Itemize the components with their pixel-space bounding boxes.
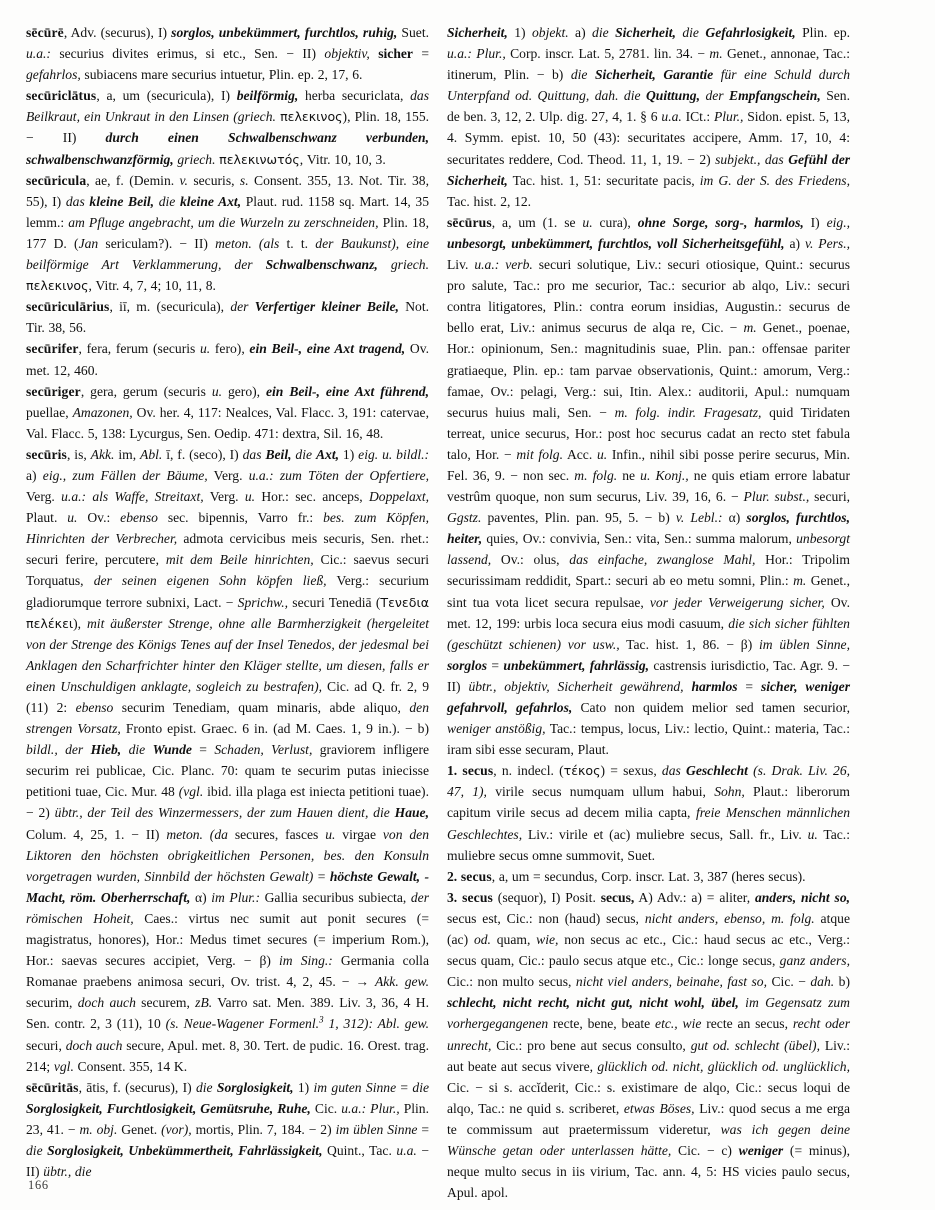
dictionary-entry: secūriger, gera, gerum (securis u. gero), ein Beil-, eine Axt führend, puellae, Amazonen, Ov. her. 4, 117: Nealces, Val. Flacc. 3, 191: catervae, Val. Flacc. 5, 138: Lycurgus, Sen. Oedip. 471: dextra, Sil. 16, 48. — [26, 383, 430, 441]
dictionary-entry: sēcūrus, a, um (1. se u. cura), ohne Sorge, sorg-, harmlos, I) eig., unbesorgt, unbekümmert, furchtlos, voll Sicherheitsgefühl, a) v. Pers., Liv. u.a.: verb. securi solutique, Liv.: securi otiosique, Quint.: securus pro salute, Tac.: pro me securior, Tac.: securior ab alqo, Liv.: securi contra litigatores, Plin.: contra eorum insidias, Augustin.: securus de bello erat, Liv.: animus securus de alqa re, Cic. − m. Genet., poenae, Hor.: opinionum, Sen.: magnitudinis suae, Plin. pan.: offensae pariter gratiaeque, Plin. ep.: tam parvae observationis, Quint.: amorum, Verg.: famae, Ov.: pelagi, Verg.: sui, Itin. Alex.: auditorii, Apul.: numquam securus huius mali, Sen. − m. folg. indir. Fragesatz, quid Tiridaten terreat, unice securus, Hor.: post hoc securus cadat an recto stet fabula talo, Hor. − mit folg. Acc. u. Infin., nihil sibi posse perire securus, Min. Fel. 36, 9. − non sec. m. folg. ne u. Konj., ne quis etiam errore labatur vestrûm quoque, non sum securus, Liv. 39, 16, 6. − Plur. subst., securi, Ggstz. paventes, Plin. pan. 95, 5. − b) v. Lebl.: α) sorglos, furchtlos, heiter, quies, Ov.: convivia, Sen.: vita, Sen.: summa malorum, unbesorgt lassend, Ov.: olus, das einfache, zwanglose Mahl, Hor.: Tripolim securissimam reddidit, Spart.: securi ab eo metu somni, Plin.: m. Genet., sint tua vota licet secura repulsae, vor jeder Verweigerung sicher, Ov. met. 12, 199: urbis loca secura eius modi casuum, die sich sicher fühlten (geschützt schienen) vor usw., Tac. hist. 1, 86. − β) im üblen Sinne, sorglos = unbekümmert, fahrlässig, castrensis iurisdictio, Tac. Agr. 9. − II) übtr., objektiv, Sicherheit gewährend, harmlos = sicher, weniger gefahrvoll, gefahrlos, Cato non quidem melior sed tamen securior, weniger anstößig, Tac.: tempus, locus, Liv.: lectio, Quint.: materia, Tac.: iram sibi esse securam, Plaut. — [447, 214, 851, 758]
dictionary-entry: secūricula, ae, f. (Demin. v. securis, s. Consent. 355, 13. Not. Tir. 38, 55), I) das kleine Beil, die kleine Axt, Plaut. rud. 1158 sq. Mart. 14, 35 lemm.: am Pfluge angebracht, um die Wurzeln zu zerschneiden, Plin. 18, 177 D. (Jan sericulam?). − II) meton. (als t. t. der Baukunst), eine beilförmige Art Verklammerung, der Schwalbenschwanz, griech. πελεκινος, Vitr. 4, 7, 4; 10, 11, 8. — [26, 172, 430, 294]
dictionary-entry: sēcūritās, ātis, f. (securus), I) die Sorglosigkeit, 1) im guten Sinne = die Sorglosigkeit, Furchtlosigkeit, Gemütsruhe, Ruhe, Cic. u.a.: Plur., Plin. 23, 41. − m. obj. Genet. (vor), mortis, Plin. 7, 184. − 2) im üblen Sinne = die Sorglosigkeit, Unbekümmertheit, Fahrlässigkeit, Quint., Tac. u.a. − II) übtr., die — [26, 1079, 430, 1180]
page-number: 166 — [28, 1178, 49, 1192]
left-column — [26, 22, 429, 1182]
dictionary-entry: 1. secus, n. indecl. (τέκος) = sexus, das Geschlecht (s. Drak. Liv. 26, 47, 1), virile secus numquam ullum habui, Sohn, Plaut.: liberorum capitum virile secus ad decem milia capta, freie Menschen männlichen Geschlechtes, Liv.: virile et (ac) muliebre secus, Sall. fr., Liv. u. Tac.: muliebre secus omne summovit, Suet. — [447, 763, 851, 863]
dictionary-entry: Sicherheit, 1) objekt. a) die Sicherheit, die Gefahrlosigkeit, Plin. ep. u.a.: Plur., Corp. inscr. Lat. 5, 2781. lin. 34. − m. Genet., annonae, Tac.: itinerum, Plin. − b) die Sicherheit, Garantie für eine Schuld durch Unterpfand od. Quittung, dah. die Quittung, der Empfangschein, Sen. de ben. 3, 12, 2. Ulp. dig. 27, 4, 1. § 6 u.a. ICt.: Plur., Sidon. epist. 5, 13, 4. Symm. epist. 10, 50 (43): securitates accipere, Amm. 17, 10, 4: securitates reddere, Cod. Theod. 11, 1, 19. − 2) subjekt., das Gefühl der Sicherheit, Tac. hist. 1, 51: securitate pacis, im G. der S. des Friedens, Tac. hist. 2, 12. — [447, 25, 851, 209]
dictionary-entry: 3. secus (sequor), I) Posit. secus, A) Adv.: a) = aliter, anders, nicht so, secus est, Cic.: non (haud) secus, nicht anders, ebenso, m. folg. atque (ac) od. quam, wie, non secus ac etc., Cic.: haud secus ac etc., Verg.: secus quam, Cic.: paulo secus atque etc., Cic.: longe secus, ganz anders, Cic.: non multo secus, nicht viel anders, beinahe, fast so, Cic. − dah. b) schlecht, nicht recht, nicht gut, nicht wohl, übel, im Gegensatz zum vorhergegangenen recte, bene, beate etc., wie recte an secus, recht oder unrecht, Cic.: pro bene aut secus consulto, gut od. schlecht (übel), Liv.: aut beate aut secus vivere, glücklich od. nicht, glücklich od. unglücklich, Cic. − si s. accĭderit, Cic.: s. existimare de alqo, Cic.: secus loqui de alqo, Tac.: ne quid s. scriberet, etwas Böses, Liv.: quod secus a me erga te commissum aut praetermissum videretur, was ich gegen deine Wünsche getan oder unterlassen hätte, Cic. − c) weniger (= minus), neque multo secus in iis virium, Tac. ann. 4, 5: HS vicies paulo secus, Apul. apol. — [447, 889, 851, 1201]
dictionary-entry: secūriclātus, a, um (securicula), I) beilförmig, herba securiclata, das Beilkraut, ein Unkraut in den Linsen (griech. πελεκινος), Plin. 18, 155. − II) durch einen Schwalbenschwanz verbunden, schwalbenschwanzförmig, griech. πελεκινωτός, Vitr. 10, 10, 3. — [26, 88, 430, 167]
dictionary-entry: secūris, is, Akk. im, Abl. ī, f. (seco), I) das Beil, die Axt, 1) eig. u. bildl.: a) eig., zum Fällen der Bäume, Verg. u.a.: zum Töten der Opfertiere, Verg. u.a.: als Waffe, Streitaxt, Verg. u. Hor.: sec. anceps, Doppelaxt, Plaut. u. Ov.: ebenso sec. bipennis, Varro fr.: bes. zum Köpfen, Hinrichten der Verbrecher, admota cervicibus meis securis, Sen. rhet.: securi ferire, percutere, mit dem Beile hinrichten, Cic.: saevus securi Torquatus, der seinen eigenen Sohn köpfen ließ, Verg.: securium gladiorumque terrore subnixi, Lact. − Sprichw., securi Tenediā (Τενεδια πελέκει), mit äußerster Strenge, ohne alle Barmherzigkeit (hergeleitet von der Strenge des Königs Tenes auf der Insel Tenedos, der jedesmal bei Anklagen den Scharfrichter hinter den Kläger stellte, um diesen, falls er einen Unschuldigen anklagte, sogleich zu bestrafen), Cic. ad Q. fr. 2, 9 (11) 2: ebenso securim Tenediam, quam minaris, abde aliquo, den strengen Vorsatz, Fronto epist. Graec. 6 in. (ad M. Caes. 1, 9 in.). − b) bildl., der Hieb, die Wunde = Schaden, Verlust, graviorem infligere securim rei publicae, Cic. Planc. 70: quam te securim putas iniecisse petitioni tuae, Cic. Mur. 48 (vgl. ibid. illa plaga est iniecta petitioni tuae). − 2) übtr., der Teil des Winzermessers, der zum Hauen dient, die Haue, Colum. 4, 25, 1. − II) meton. (da secures, fasces u. virgae von den Liktoren den höchsten obrigkeitlichen Personen, bes. den Konsuln vorgetragen wurden, Sinnbild der höchsten Gewalt) = höchste Gewalt, -Macht, röm. Oberherrschaft, α) im Plur.: Gallia securibus subiecta, der römischen Hoheit, Caes.: virtus nec sumit aut ponit secures (= magistratus, honores), Hor.: Medus timet secures (= imperium Rom.), Hor.: saevas secures accipiet, Verg. − β) im Sing.: Germania colla Romanae praebens animosa securi, Ov. trist. 4, 2, 45. − → Akk. gew. securim, doch auch securem, zB. Varro sat. Men. 389. Liv. 3, 36, 4 H. Sen. contr. 2, 3 (11), 10 (s. Neue-Wagener Formenl.$^3$ 1, 312): Abl. gew. securi, doch auch secure, Apul. met. 8, 30. Tert. de pudic. 16. Orest. trag. 214; vgl. Consent. 355, 14 K. — [26, 446, 430, 1074]
right-column — [447, 22, 850, 1203]
dictionary-entry: secūrifer, fera, ferum (securis u. fero), ein Beil-, eine Axt tragend, Ov. met. 12, 460. — [26, 341, 429, 378]
dictionary-entry: secūriculārius, iī, m. (securicula), der Verfertiger kleiner Beile, Not. Tir. 38, 56. — [26, 299, 430, 336]
two-column-body — [26, 22, 909, 1201]
dictionary-entry: sēcūrē, Adv. (securus), I) sorglos, unbekümmert, furchtlos, ruhig, Suet. u.a.: securius divites erimus, si etc., Sen. − II) objektiv, sicher = gefahrlos, subiacens mare securius intuetur, Plin. ep. 2, 17, 6. — [26, 25, 430, 83]
dictionary-entry: 2. secus, a, um = secundus, Corp. inscr. Lat. 3, 387 (heres secus). — [447, 868, 806, 884]
